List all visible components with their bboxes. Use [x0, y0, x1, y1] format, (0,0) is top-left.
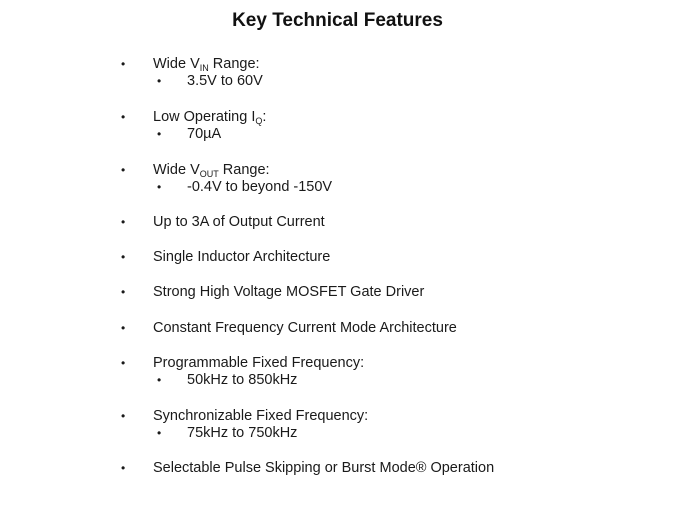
sub-bullet-text: 70µA [187, 126, 222, 142]
bullet-icon: • [121, 215, 126, 229]
bullet-icon: • [121, 163, 126, 177]
sub-bullet-icon: • [157, 127, 162, 141]
bullet-text: Strong High Voltage MOSFET Gate Driver [153, 284, 425, 300]
bullet-text: Synchronizable Fixed Frequency: [153, 408, 369, 424]
bullet-text: Wide $V_{IN}$ Range: [153, 56, 260, 73]
sub-bullet-icon: • [157, 426, 162, 440]
bullet-icon: • [121, 285, 126, 299]
bullet-icon: • [121, 110, 126, 124]
bullet-icon: • [121, 250, 126, 264]
bullet-text: Programmable Fixed Frequency: [153, 355, 365, 371]
bullet-icon: • [121, 57, 126, 71]
bullet-text: Up to 3A of Output Current [153, 214, 325, 230]
sub-bullet-text: 75kHz to 750kHz [187, 425, 298, 441]
sub-bullet-text: 50kHz to 850kHz [187, 372, 298, 388]
bullet-text: Constant Frequency Current Mode Architecture [153, 320, 457, 336]
bullet-icon: • [121, 461, 126, 475]
bullet-text: Single Inductor Architecture [153, 249, 331, 265]
bullet-text: Low Operating $I_Q$: [153, 109, 267, 126]
bullet-icon: • [121, 356, 126, 370]
sub-bullet-text: -0.4V to beyond -150V [187, 179, 333, 195]
sub-bullet-icon: • [157, 373, 162, 387]
bullet-text: Selectable Pulse Skipping or Burst Mode® Operation [153, 460, 495, 476]
sub-bullet-icon: • [157, 180, 162, 194]
slide-title: Key Technical Features [232, 10, 443, 31]
sub-bullet-text: 3.5V to 60V [187, 73, 263, 89]
sub-bullet-icon: • [157, 74, 162, 88]
bullet-icon: • [121, 409, 126, 423]
bullet-text: Wide $V_{OUT}$ Range: [153, 162, 270, 179]
bullet-icon: • [121, 321, 126, 335]
